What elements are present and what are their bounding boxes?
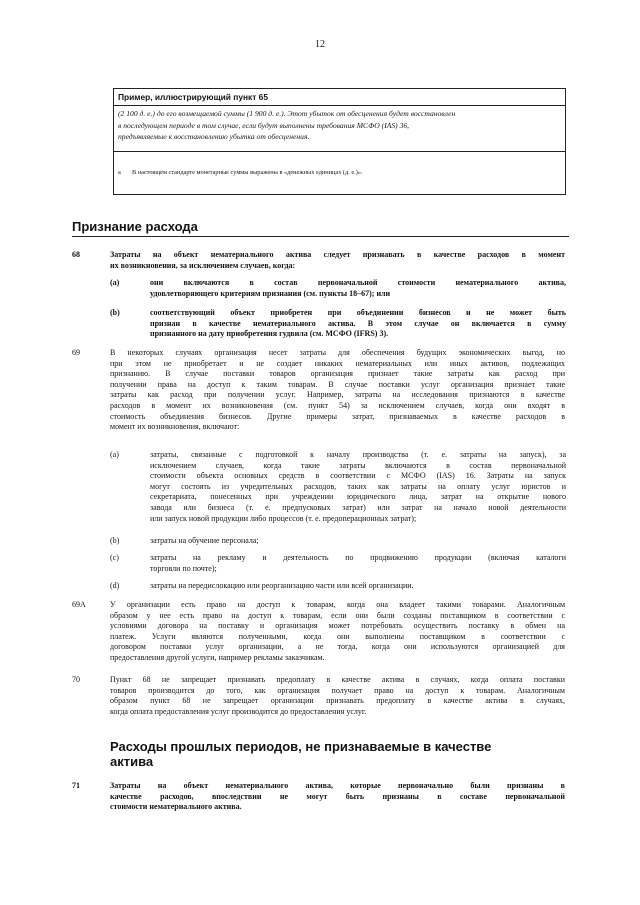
text-line: образом у нее есть право на доступ к товарам, если они были созданы поставщиком в соответствии с [110,610,565,620]
paragraph-69-item-d [150,581,566,592]
paragraph-number: 71 [72,781,80,790]
text-line: платеж. Услуги являются полученными, когда они выполнены поставщиком в соответствии с [110,631,565,641]
text-line: затраты на передислокацию или реорганизацию части или всей организации. [150,581,414,590]
item-label: (b) [110,308,120,317]
text-line: стоимость объединения бизнесов. Другие примеры затрат, признаваемых в качестве расходов в [110,411,565,421]
text-line: У организации есть право на доступ к товарам, когда она владеет такими товарами. Аналогичным [110,600,565,609]
example-footnote [118,169,363,176]
text-line: или запуск новой продукции либо процессов (т. е. предоперационных затрат); [150,513,417,523]
text-line: предоставления другой услуги, например рекламы заказчикам. [110,652,325,662]
paragraph-69-item-b [150,536,566,547]
paragraph-71 [110,781,565,813]
footnote-text: В настоящем стандарте монетарные суммы выражены в «денежных единицах (д. е.)». [132,169,363,176]
text-line: Пункт 68 не запрещает признавать предоплату в качестве актива в случаях, когда оплата поставки [110,675,565,684]
page-number: 12 [315,39,325,50]
text-line: момент их возникновения, включают: [110,422,240,432]
text-line: стоимости объекта основных средств в соответствии с МСФО (IAS) 16. Затраты на запуск [150,471,566,481]
paragraph-number: 68 [72,250,80,259]
text-line: затраты на обучение персонала; [150,536,259,545]
example-box [113,88,566,195]
text-line: торговли по почте); [150,563,217,573]
section-heading: Признание расхода [72,219,198,234]
item-label: (d) [110,581,120,590]
text-line: Затраты на объект нематериального актива, которые первоначально были признаны в [110,781,565,790]
example-title: Пример, иллюстрирующий пункт 65 [118,92,268,102]
example-divider [114,105,565,106]
paragraph-68 [110,250,565,271]
paragraph-69-item-a [150,450,566,524]
text-line: исключением случаев, когда такие затраты включаются в состав первоначальной [150,460,566,470]
heading-underline [72,236,569,237]
item-label: (b) [110,536,120,545]
item-label: (c) [110,553,119,562]
item-label: (a) [110,278,120,287]
text-line: они включаются в состав первоначальной стоимости нематериального актива, [150,278,566,287]
text-line: соответствующий объект приобретен при объединении бизнесов и не может быть [150,308,566,317]
text-line: их возникновения, за исключением случаев, когда: [110,260,296,270]
text-line: стоимости нематериального актива. [110,802,242,812]
text-line: качестве расходов, впоследствии не могут быть признаны в составе первоначальной [110,791,565,801]
paragraph-number: 69 [72,348,80,357]
heading-line: Расходы прошлых периодов, не признаваемые в качестве [110,739,492,754]
text-line: образом пункт 68 не запрещает организации признавать предоплату в качестве актива в случаях, [110,696,565,706]
paragraph-70 [110,675,565,717]
text-line: удовлетворяющего критериям признания (см. пункты 18–67); или [150,288,391,298]
text-line: В некоторых случаях организация несет затраты для обеспечения будущих экономических выгод, но [110,348,565,357]
paragraph-68-item-b [150,308,566,340]
text-line: условиями договора на поставку и организация может потребовать осуществить поставку в обмен на [110,621,565,631]
text-line: затраты, связанные с подготовкой к началу производства (т. е. затраты на запуск), за [150,450,566,459]
example-line: предъявляемые к восстановлению убытка от обесценения. [118,132,310,141]
text-line: договором поставки услуг организации, а не тогда, когда они используются организацией для [110,642,565,652]
text-line: получении права на доступ к таким товарам. В случае поставки услуг организация признает такие [110,379,565,389]
paragraph-68-item-a [150,278,566,299]
paragraph-number: 70 [72,675,80,684]
text-line: признан в качестве нематериального актива. В этом случае он включается в сумму [150,318,566,328]
text-line: при этом не приобретает и не создает никаких нематериальных или иных активов, подлежащих [110,358,565,368]
text-line: товаров производится до того, как организация получает право на доступ к товарам. Аналогичным [110,685,565,695]
text-line: Затраты на объект нематериального актива следует признавать в качестве расходов в момент [110,250,565,259]
text-line: расходов в момент их возникновения (см. пункт 54) за исключением случаев, когда они входят в [110,400,565,410]
text-line: могут состоять из учредительных расходов, таких как затраты на оплату услуг юристов и [150,481,566,491]
text-line: секретариата, понесенных при учреждении юридического лица, затрат на открытие нового [150,492,566,502]
footnote-mark: a [118,169,121,176]
paragraph-69-item-c [150,553,566,574]
example-divider [114,151,565,152]
example-line: (2 100 д. е.) до его возмещаемой суммы (1 900 д. е.). Этот убыток от обесценения будет восстановлен [118,109,456,118]
paragraph-69A [110,600,565,664]
text-line: признанного на дату приобретения гудвила (см. МСФО (IFRS) 3). [150,329,389,339]
text-line: затраты как расход при получении услуг. Например, затраты на исследования признаются в качестве [110,390,565,400]
paragraph-number: 69A [72,600,86,609]
section-heading [110,739,491,769]
example-text [118,108,561,143]
item-label: (a) [110,450,119,459]
text-line: признанию. В случае поставки товаров организация признает такие затраты как расход при [110,369,565,379]
paragraph-69 [110,348,565,433]
text-line: завода или бизнеса (т. е. предпусковых затрат) или затрат на начало новой деятельности [150,502,566,512]
text-line: когда оплата предоставления услуг производится до предоставления услуг. [110,706,367,716]
example-line: в последующем периоде в том случае, если будут выполнены требования МСФО (IAS) 36, [118,120,410,130]
heading-line: актива [110,754,154,769]
text-line: затраты на рекламу и деятельность по продвижению продукции (включая каталоги [150,553,566,562]
